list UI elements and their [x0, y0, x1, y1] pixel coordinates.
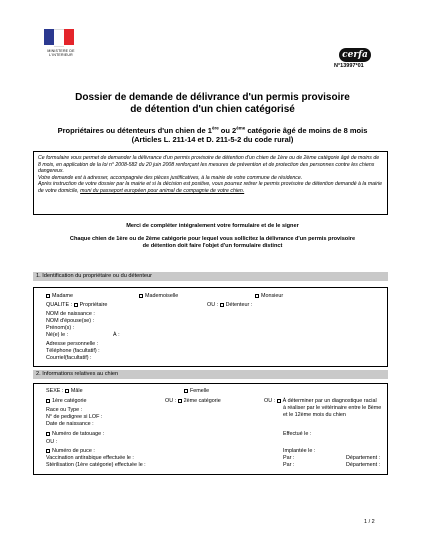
page-number: 1 / 2 — [364, 519, 375, 525]
lieu-naissance-field[interactable]: À : — [113, 332, 120, 338]
pedigree-field[interactable]: N° de pedigree si LOF : — [46, 414, 103, 420]
sterilisation-field[interactable]: Stérilisation (1ère catégorie) effectuée le : — [46, 462, 146, 468]
madame-checkbox[interactable] — [46, 294, 50, 298]
section-2-box — [33, 383, 388, 475]
proprietaire-label: Propriétaire — [79, 302, 108, 308]
tatouage-date-field[interactable]: Effectué le : — [283, 431, 312, 437]
nom-naissance-field[interactable]: NOM de naissance : — [46, 311, 95, 317]
monsieur-checkbox[interactable] — [255, 294, 259, 298]
adresse-field[interactable]: Adresse personnelle : — [46, 341, 99, 347]
mademoiselle-checkbox[interactable] — [139, 294, 143, 298]
puce-date-field[interactable]: Implantée le : — [283, 448, 316, 454]
info-paragraph-3-text: Après instruction de votre dossier par la mairie et si la décision est positive, vous pourrez retirer le permis provisoire de détention demandé à la mairie de votre domicile, — [38, 181, 382, 194]
section-1-box — [33, 287, 388, 367]
form-number: N°13997*01 — [334, 63, 364, 69]
cat2-checkbox[interactable] — [178, 399, 182, 403]
mademoiselle-label: Mademoiselle — [145, 293, 179, 299]
ou-label-2: OU : — [264, 398, 276, 404]
race-field[interactable]: Race ou Type : — [46, 407, 83, 413]
femelle-checkbox[interactable] — [184, 389, 188, 393]
cat1-option[interactable] — [46, 398, 86, 405]
flag-white-stripe — [54, 29, 64, 47]
ou-label: OU : — [207, 302, 219, 308]
ministry-logo-text: MINISTERE DE L'INTERIEUR — [47, 49, 75, 57]
madame-label: Madame — [52, 293, 73, 299]
vaccination-field[interactable]: Vaccination antirabique effectuée le : — [46, 455, 134, 461]
a-determiner-option[interactable] — [264, 398, 377, 405]
date-naissance-chien-field[interactable]: Date de naissance : — [46, 421, 94, 427]
a-determiner-line-3: et le 12ème mois du chien — [283, 412, 346, 418]
info-paragraph-1: Ce formulaire vous permet de demander la délivrance d'un permis provisoire de détention d'un chien de 1ère ou de 2ème catégorie âgé de moins de 8 mois, en application de la loi n° 2008-582 du 20 juin 2008 renforçant les mesures de prévention et de protection des personnes contre les chiens dangereux. — [38, 155, 380, 175]
each-dog-note-1: Chaque chien de 1ère ou de 2ème catégorie pour lequel vous sollicitez la délivrance d'un permis provisoire — [69, 236, 356, 242]
cat2-option[interactable] — [165, 398, 221, 405]
a-determiner-checkbox[interactable] — [277, 399, 281, 403]
tatouage-label: Numéro de tatouage : — [52, 431, 105, 437]
proprietaire-checkbox[interactable] — [74, 303, 78, 307]
subtitle-part-c: catégorie âgé de moins de 8 mois — [245, 126, 368, 135]
info-box — [33, 151, 388, 215]
vaccination-par-field[interactable]: Par : — [283, 455, 295, 461]
subtitle-part-a: Propriétaires ou détenteurs d'un chien de 1 — [57, 126, 212, 135]
a-determiner-line-1: À déterminer par un diagnostique racial — [282, 398, 377, 404]
subtitle-part-b: ou 2 — [218, 126, 237, 135]
title-line-2: de détention d'un chien catégorisé — [130, 104, 295, 115]
a-determiner-line-2: à réaliser par le vétérinaire entre le 8ème — [283, 405, 382, 411]
subtitle-line-1 — [0, 126, 425, 135]
each-dog-note-2: de détention doit faire l'objet d'un formulaire distinct — [142, 243, 283, 249]
date-naissance-field[interactable]: Né(e) le : — [46, 332, 69, 338]
republic-logo-flag — [44, 29, 74, 45]
prenoms-field[interactable]: Prénom(s) : — [46, 325, 75, 331]
puce-label: Numéro de puce : — [52, 448, 95, 454]
cat2-label: 2ème catégorie — [183, 398, 221, 404]
info-paragraph-2: Votre demande est à adresser, accompagnée des pièces justificatives, à la mairie de votre commune de résidence. — [38, 174, 303, 181]
section-2-header: 2. Informations relatives au chien — [33, 370, 388, 379]
mademoiselle-option[interactable] — [139, 293, 178, 300]
subtitle-sup-2: ème — [236, 125, 246, 131]
page-subtitle — [0, 126, 425, 144]
subtitle-line-2: (Articles L. 211-14 et D. 211-5-2 du code rural) — [131, 135, 294, 144]
tatouage-checkbox[interactable] — [46, 432, 50, 436]
male-label: Mâle — [70, 388, 83, 394]
tatouage-option[interactable] — [46, 431, 104, 438]
monsieur-option[interactable] — [255, 293, 283, 300]
detenteur-option[interactable] — [207, 302, 252, 309]
puce-option[interactable] — [46, 448, 95, 455]
info-paragraph-3-underlined: muni du passeport européen pour animal de compagnie de votre chien. — [80, 187, 245, 194]
detenteur-label: Détenteur : — [225, 302, 253, 308]
sterilisation-departement-field[interactable]: Département : — [346, 462, 381, 468]
page-title — [0, 92, 425, 116]
telephone-field[interactable]: Téléphone (facultatif) : — [46, 348, 100, 354]
cerfa-logo: cerfa — [339, 48, 371, 62]
fill-sign-note: Merci de compléter intégralement votre formulaire et de le signer — [126, 223, 299, 229]
flag-red-stripe — [64, 29, 74, 45]
courriel-field[interactable]: Courriel(facultatif) : — [46, 355, 92, 361]
qualite-label: QUALITE : — [46, 302, 73, 308]
puce-checkbox[interactable] — [46, 449, 50, 453]
detenteur-checkbox[interactable] — [220, 303, 224, 307]
sexe-label: SEXE : — [46, 388, 64, 394]
monsieur-label: Monsieur — [261, 293, 284, 299]
femelle-label: Femelle — [190, 388, 210, 394]
sterilisation-par-field[interactable]: Par : — [283, 462, 295, 468]
title-line-1: Dossier de demande de délivrance d'un permis provisoire — [75, 92, 350, 103]
cat1-checkbox[interactable] — [46, 399, 50, 403]
femelle-option[interactable] — [184, 388, 209, 395]
qualite-row — [46, 302, 107, 309]
ou-label-1: OU : — [165, 398, 177, 404]
vaccination-departement-field[interactable]: Département : — [346, 455, 381, 461]
sexe-row — [46, 388, 83, 395]
subtitle-sup-1: ère — [211, 125, 219, 131]
ou-label-3: OU : — [46, 439, 58, 445]
nom-epouse-field[interactable]: NOM d'épouse(se) : — [46, 318, 95, 324]
madame-option[interactable] — [46, 293, 73, 300]
male-checkbox[interactable] — [65, 389, 69, 393]
cat1-label: 1ère catégorie — [52, 398, 87, 404]
info-paragraph-3 — [38, 181, 383, 194]
section-1-header: 1. Identification du propriétaire ou du détenteur — [33, 272, 388, 281]
flag-blue-stripe — [44, 29, 54, 45]
